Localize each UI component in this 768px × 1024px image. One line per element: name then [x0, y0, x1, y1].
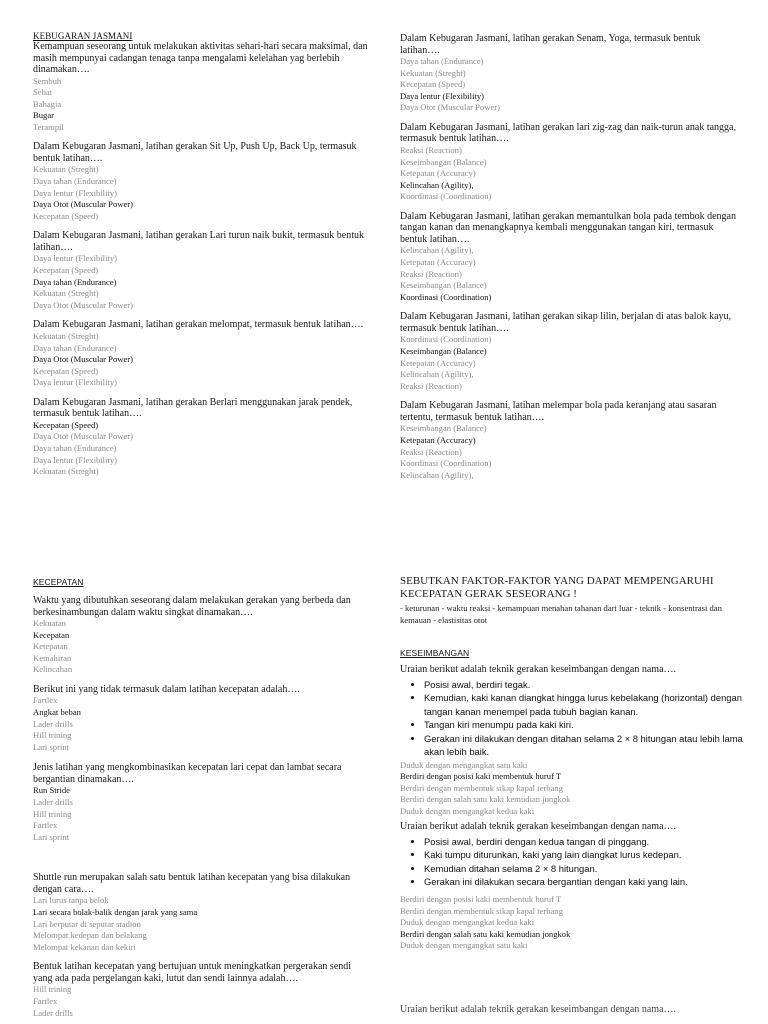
answer-options — [33, 331, 368, 389]
answer-option: Duduk dengan mengangkat satu kaki — [400, 759, 528, 770]
answer-option: Fartlex — [33, 695, 58, 706]
answer-option: Kecepatan (Speed) — [33, 265, 99, 276]
bullet-item: • Tangan kiri menumpu pada kaki kiri. — [424, 718, 745, 732]
answer-option: Hill trining — [33, 730, 72, 741]
answer-options — [400, 245, 740, 303]
question-text: Dalam Kebugaran Jasmani, latihan gerakan Lari turun naik bukit, termasuk bentuk latihan…. — [33, 230, 365, 253]
answer-option-correct: Ketepatan (Accuracy) — [400, 434, 476, 445]
question-text: Uraian berikut adalah teknik gerakan keseimbangan dengan nama…. — [400, 664, 677, 675]
answer-option: Lari sprint — [33, 831, 70, 842]
answer-option: Daya tahan (Endurance) — [400, 56, 484, 66]
answer-option: Hill trining — [33, 808, 72, 819]
answer-option-correct: Daya tahan (Endurance) — [33, 276, 117, 287]
bullet-item: • Kemudian, kaki kanan diangkat hingga lurus kebelakang (horizontal) dengan tangan kanan menempel pada tubuh bagian kanan. — [424, 691, 745, 718]
answer-option: Daya lentur (Flexibility) — [33, 253, 118, 264]
answer-option: Ketepatan (Accuracy) — [400, 168, 476, 179]
technique-steps — [400, 835, 745, 889]
bullet-item: • Gerakan ini dilakukan dengan ditahan selama 2 × 8 hitungan atau lebih lama akan lebih baik. — [424, 732, 745, 759]
answer-option: Sehat — [33, 87, 53, 98]
answer-option: Lari sprint — [33, 741, 70, 752]
answer-options — [400, 334, 740, 392]
answer-option-correct: Berdiri dengan posisi kaki membentuk huruf T — [400, 771, 562, 782]
answer-option: Lader drills — [33, 797, 73, 808]
answer-option: Kelincahan (Agility), — [400, 245, 474, 256]
section-heading-kebugaran: KEBUGARAN JASMANI — [33, 31, 133, 41]
answer-option: Kecepatan (Speed) — [400, 79, 466, 90]
answer-option: Kekuatan (Streght) — [33, 288, 99, 299]
bullet-item: • Kaki tumpu diturunkan, kaki yang lain diangkat lurus kedepan. — [424, 848, 745, 862]
question-text: Dalam Kebugaran Jasmani, latihan gerakan sikap lilin, berjalan di atas balok kayu, termasuk bentuk latihan…. — [400, 311, 732, 334]
answer-option: Keseimbangan (Balance) — [400, 156, 487, 167]
answer-option-correct: Daya Otot (Muscular Power) — [33, 199, 133, 210]
answer-option-correct: Angkat beban — [33, 707, 81, 718]
answer-option: Berdiri dengan membentuk sikap kapal terbang — [400, 782, 563, 793]
question-text: Bentuk latihan kecepatan yang bertujuan untuk meningkatkan pergerakan sendi yang ada pada pergelangan kaki, lutut dan sendi lainnya adalah…. — [33, 961, 352, 984]
factors-answer: - keturunan - waktu reaksi - kemampuan menahan tahanan dari luar - teknik - konsentrasi dan kemauan - elastisitas otot — [400, 603, 722, 625]
answer-options — [400, 423, 740, 481]
question-text: Dalam Kebugaran Jasmani, latihan gerakan memantulkan bola pada tembok dengan tangan kanan dan menangkapnya kembali menggunakan tangan kiri, termasuk bentuk latihan…. — [400, 210, 736, 245]
answer-option: Fartlex — [33, 820, 58, 831]
answer-option: Kelincahan — [33, 664, 73, 675]
answer-option: Kekuatan — [33, 618, 66, 628]
answer-option-correct: Daya Otot (Muscular Power) — [33, 354, 133, 365]
answer-option: Daya Otot (Muscular Power) — [33, 431, 133, 442]
answer-option: Reaksi (Reaction) — [400, 268, 462, 279]
answer-options — [400, 56, 740, 114]
answer-option: Hill trining — [33, 984, 72, 995]
answer-options — [400, 145, 740, 203]
answer-option: Reaksi (Reaction) — [400, 144, 462, 155]
answer-option: Daya lentur (Flexibility) — [33, 454, 118, 465]
answer-option: Reaksi (Reaction) — [400, 380, 462, 391]
answer-option: Kekuatan (Streght) — [33, 466, 99, 477]
answer-option: Fartlex — [33, 995, 58, 1006]
answer-options — [33, 984, 368, 1019]
answer-option-correct: Keseimbangan (Balance) — [400, 346, 487, 356]
factors-question: SEBUTKAN FAKTOR-FAKTOR YANG DAPAT MEMPENGARUHI KECEPATAN GERAK SESEORANG ! — [400, 575, 714, 600]
answer-option-correct: Bugar — [33, 110, 55, 121]
question-text: Dalam Kebugaran Jasmani, latihan melempar bola pada keranjang atau sasaran tertentu, termasuk bentuk latihan…. — [400, 400, 717, 423]
answer-option: Koordinasi (Coordination) — [400, 334, 492, 345]
section-heading-kecepatan: KECEPATAN — [33, 577, 84, 587]
question-text: Shuttle run merupakan salah satu bentuk latihan kecepatan yang bisa dilakukan dengan cara…. — [33, 872, 351, 895]
answer-options — [33, 895, 368, 953]
answer-option: Lari berputar di seputar stadion — [33, 918, 141, 929]
answer-option-correct: Kelincahan (Agility), — [400, 179, 474, 190]
answer-option: Lader drills — [33, 1007, 73, 1018]
cutoff-question-text: Uraian berikut adalah teknik gerakan keseimbangan dengan nama…. — [400, 1003, 677, 1015]
bottom-left-column — [33, 577, 368, 1019]
answer-options — [33, 76, 368, 134]
bullet-item: • Gerakan ini dilakukan secara bergantian dengan kaki yang lain. — [424, 875, 745, 889]
technique-steps — [400, 678, 745, 759]
answer-option: Kekuatan (Streght) — [33, 164, 99, 175]
answer-option: Kekuatan (Streght) — [400, 67, 466, 78]
answer-options — [33, 164, 368, 222]
answer-option: Sembuh — [33, 75, 62, 86]
answer-options — [33, 785, 368, 843]
answer-option: Kemahiran — [33, 652, 72, 663]
answer-option: Duduk dengan mengangkat kedua kaki — [400, 917, 535, 928]
answer-option: Melompat kekanan dan kekiri — [33, 941, 136, 952]
bullet-item: • Posisi awal, berdiri dengan kedua tangan di pinggang. — [424, 835, 745, 849]
question-text: Jenis latihan yang mengkombinasikan kecepatan lari cepat dan lambat secara bergantian dinamakan…. — [33, 762, 342, 785]
answer-option: Kelincahan (Agility), — [400, 469, 474, 480]
answer-option: Daya tahan (Endurance) — [33, 176, 117, 187]
answer-options — [33, 253, 368, 311]
question-text: Dalam Kebugaran Jasmani, latihan gerakan melompat, termasuk bentuk latihan…. — [33, 319, 364, 331]
answer-option-correct: Berdiri dengan salah satu kaki kemudian jongkok — [400, 928, 571, 939]
answer-options — [33, 695, 368, 753]
answer-option: Keseimbangan (Balance) — [400, 280, 487, 291]
question-text: Dalam Kebugaran Jasmani, latihan gerakan Senam, Yoga, termasuk bentuk latihan…. — [400, 33, 701, 56]
answer-option: Kekuatan (Streght) — [33, 330, 99, 341]
answer-option: Keseimbangan (Balance) — [400, 423, 487, 434]
question-text: Dalam Kebugaran Jasmani, latihan gerakan Berlari menggunakan jarak pendek, termasuk bentuk latihan…. — [33, 396, 353, 420]
answer-option: Daya lentur (Flexibility) — [33, 377, 118, 388]
answer-option-correct: Daya lentur (Flexibility) — [400, 90, 485, 101]
answer-option-correct: Kecepatan — [33, 629, 70, 640]
answer-option: Reaksi (Reaction) — [400, 446, 462, 457]
answer-option: Koordinasi (Coordination) — [400, 191, 492, 202]
answer-options — [400, 894, 745, 952]
answer-option: Terampil — [33, 121, 64, 132]
question-text: Dalam Kebugaran Jasmani, latihan gerakan Sit Up, Push Up, Back Up, termasuk bentuk latihan…. — [33, 141, 357, 164]
section-heading-keseimbangan: KESEIMBANGAN — [400, 648, 470, 658]
answer-option-correct: Run Stride — [33, 785, 71, 796]
question-list — [400, 33, 740, 481]
answer-option: Duduk dengan mengangkat kedua kaki — [400, 805, 535, 816]
answer-option-correct: Koordinasi (Coordination) — [400, 291, 492, 302]
answer-option: Daya Otot (Muscular Power) — [33, 299, 133, 310]
question-text: Waktu yang dibutuhkan seseorang dalam melakukan gerakan yang berbeda dan berkesinambungan dalam waktu singkat dinamakan…. — [33, 595, 351, 618]
answer-option: Kecepatan (Speed) — [33, 210, 99, 221]
answer-option: Lari lurus tanpa belok — [33, 895, 109, 906]
answer-option: Ketepatan (Accuracy) — [400, 357, 476, 368]
answer-option: Ketepatan (Accuracy) — [400, 257, 476, 268]
answer-option: Daya lentur (Flexibility) — [33, 187, 118, 198]
top-right-column — [400, 33, 740, 481]
answer-options — [400, 760, 745, 818]
answer-option: Daya tahan (Endurance) — [33, 443, 117, 454]
question-text: Dalam Kebugaran Jasmani, latihan gerakan lari zig-zag dan naik-turun anak tangga, termasuk bentuk latihan…. — [400, 121, 736, 145]
top-left-column — [33, 31, 368, 478]
question-list — [33, 595, 368, 1019]
bullet-item: • Posisi awal, berdiri tegak. — [424, 678, 745, 692]
answer-option: Bahagia — [33, 98, 62, 109]
bullet-item: • Kemudian ditahan selama 2 × 8 hitungan. — [424, 862, 745, 876]
question-text: Uraian berikut adalah teknik gerakan keseimbangan dengan nama…. — [400, 821, 677, 833]
question-list — [33, 41, 368, 478]
answer-option-correct: Lari secara bolak-balik dengan jarak yang sama — [33, 907, 198, 917]
answer-option: Ketepatan — [33, 641, 68, 652]
answer-option: Berdiri dengan posisi kaki membentuk huruf T — [400, 893, 562, 904]
answer-option: Berdiri dengan membentuk sikap kapal terbang — [400, 905, 563, 916]
answer-option: Berdiri dengan salah satu kaki kemudian jongkok — [400, 794, 571, 805]
question-text: Kemampuan seseorang untuk melakukan aktivitas sehari-hari secara maksimal, dan masih mempunyai cadangan tenaga tanpa mengalami kelelahan yag berlebih dinamakan…. — [33, 41, 368, 75]
answer-option: Koordinasi (Coordination) — [400, 458, 492, 469]
answer-option: Duduk dengan mengangkat satu kaki — [400, 940, 528, 951]
answer-options — [33, 618, 368, 676]
answer-option: Kelincahan (Agility), — [400, 369, 474, 380]
answer-options — [33, 420, 368, 478]
question-text: Berikut ini yang tidak termasuk dalam latihan kecepatan adalah…. — [33, 683, 300, 695]
answer-option: Kecepatan (Speed) — [33, 365, 99, 376]
answer-option: Daya Otot (Muscular Power) — [400, 102, 500, 113]
answer-option: Lader drills — [33, 718, 73, 729]
answer-option: Daya tahan (Endurance) — [33, 342, 117, 353]
answer-option: Melompat kedepan dan belakang — [33, 930, 147, 941]
bottom-right-column — [400, 575, 745, 1015]
answer-option-correct: Kecepatan (Speed) — [33, 419, 99, 430]
